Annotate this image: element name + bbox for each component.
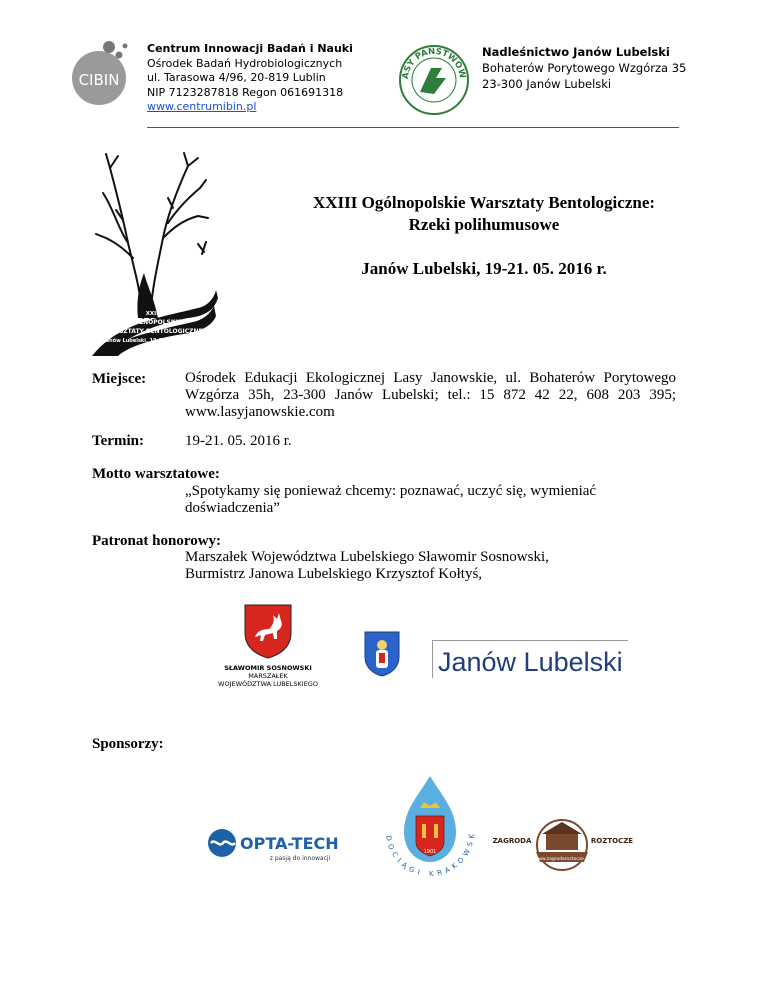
zagroda-roztocze-logo <box>488 818 636 872</box>
place-text: Ośrodek Edukacji Ekologicznej Lasy Janowskie, ul. Bohaterów Porytowego Wzgórza 35h, 23-300 Janów Lubelski; tel.: 15 872 42 22, 608 203 395; www.lasyjanowskie.com <box>185 370 676 420</box>
place-label: Miejsce: <box>92 371 147 387</box>
opta-tech-logo <box>205 828 355 864</box>
term-text: 19-21. 05. 2016 r. <box>185 433 292 449</box>
patron-line2: Burmistrz Janowa Lubelskiego Krzysztof Kołtyś, <box>185 566 483 582</box>
patron-line1: Marszałek Województwa Lubelskiego Sławomir Sosnowski, <box>185 549 549 565</box>
event-logo-line1: XXIII <box>145 311 161 317</box>
event-logo-line2: OGÓLNOPOLSKIE <box>124 319 182 326</box>
marshal-name: SŁAWOMIR SOSNOWSKI <box>224 664 312 672</box>
motto-label: Motto warsztatowe: <box>92 466 220 482</box>
roztocze-text: ROZTOCZE <box>590 837 634 845</box>
lasy-panstwowe-logo <box>398 44 470 116</box>
lubelskie-coat-of-arms <box>243 603 293 659</box>
header-left-address <box>147 42 353 115</box>
address-line: Bohaterów Porytowego Wzgórza 35 <box>482 61 687 75</box>
address-line: NIP 7123287818 Regon 061691318 <box>147 85 344 99</box>
event-title-line1: XXIII Ogólnopolskie Warsztaty Bentologiczne: <box>312 193 656 212</box>
address-line: 23-300 Janów Lubelski <box>482 77 612 91</box>
event-tree-logo <box>88 148 218 358</box>
org-name-right: Nadleśnictwo Janów Lubelski <box>482 45 670 59</box>
lasy-logo-text: ASY PAŃSTWOW <box>400 46 468 80</box>
cibin-logo-text: CIBIN <box>78 71 120 89</box>
org-name-left: Centrum Innowacji Badań i Nauki <box>147 42 353 55</box>
janow-coat-of-arms <box>364 631 400 677</box>
event-title-line2: Rzeki polihumusowe <box>408 215 560 234</box>
sponsors-label: Sponsorzy: <box>92 736 164 752</box>
cibin-logo <box>62 38 142 108</box>
wodociagi-year: 1901 <box>423 849 437 855</box>
marshal-caption <box>212 664 324 688</box>
opta-tech-text: OPTA-TECH <box>240 834 339 853</box>
zagroda-url: www.zagrodaroztocze.pl <box>534 857 590 862</box>
event-logo-line4: Janów Lubelski, 19-21 maja 2016 r. <box>103 338 203 344</box>
janow-lubelski-wordmark: Janów Lubelski <box>438 647 623 677</box>
event-logo-line3: WARSZTATY BENTOLOGICZNE <box>103 328 203 335</box>
header-divider <box>147 127 679 128</box>
website-link[interactable]: www.centrumibin.pl <box>147 100 257 113</box>
marshal-region: WOJEWÓDZTWA LUBELSKIEGO <box>218 680 318 688</box>
address-line: Ośrodek Badań Hydrobiologicznych <box>147 56 343 70</box>
patron-label: Patronat honorowy: <box>92 533 222 549</box>
wodociagi-text: DOCIĄGI KRAKOWSK <box>383 829 477 879</box>
motto-text: „Spotykamy się ponieważ chcemy: poznawać, uczyć się, wymieniać doświadczenia” <box>185 483 597 516</box>
event-place-date: Janów Lubelski, 19-21. 05. 2016 r. <box>361 259 607 278</box>
term-label: Termin: <box>92 433 144 449</box>
marshal-title: MARSZAŁEK <box>248 672 288 680</box>
zagroda-text: ZAGRODA <box>492 837 532 845</box>
janow-divider <box>432 640 628 641</box>
janow-divider-vertical <box>432 640 433 678</box>
opta-tech-tagline: z pasją do innowacji <box>269 855 331 862</box>
header-right-address <box>482 44 686 92</box>
address-line: ul. Tarasowa 4/96, 20-819 Lublin <box>147 71 326 84</box>
wodociagi-krakowskie-logo <box>376 772 484 884</box>
